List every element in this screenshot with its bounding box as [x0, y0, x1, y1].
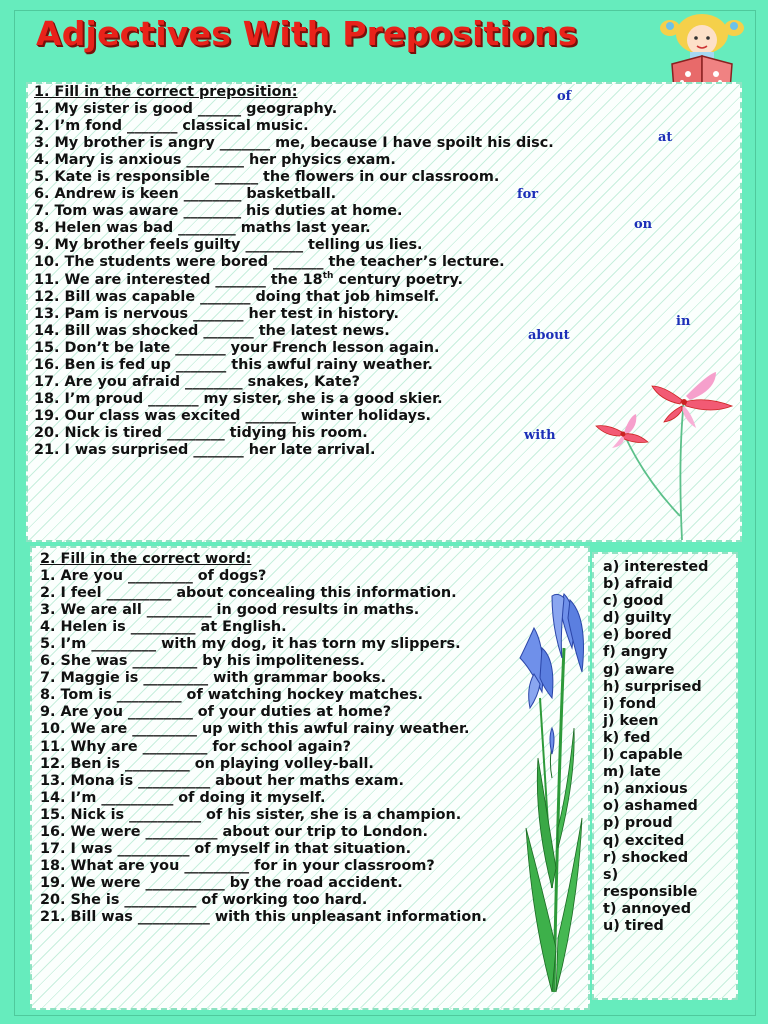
page-title: Adjectives With Prepositions [36, 14, 578, 53]
list-item: responsible [603, 883, 698, 900]
list-item: 18. I’m proud _______ my sister, she is a good skier. [34, 390, 443, 407]
list-item: 18. What are you _________ for in your classroom? [40, 857, 435, 874]
exercise-1-list [34, 84, 554, 459]
list-item: 13. Pam is nervous _______ her test in history. [34, 305, 399, 322]
list-item: 17. I was __________ of myself in that situation. [40, 840, 412, 857]
list-item: o) ashamed [603, 798, 698, 815]
list-item: c) good [603, 593, 664, 610]
list-item: t) annoyed [603, 900, 691, 917]
list-item: k) fed [603, 729, 651, 746]
list-item: 21. I was surprised _______ her late arrival. [34, 441, 376, 458]
list-item: 12. Ben is _________ on playing volley-ball. [40, 755, 374, 772]
list-item: 15. Nick is __________ of his sister, she is a champion. [40, 806, 462, 823]
list-item: d) guilty [603, 610, 672, 627]
exercise-2-heading: 2. Fill in the correct word: [40, 551, 252, 567]
list-item: 1. Are you _________ of dogs? [40, 568, 267, 585]
list-item: q) excited [603, 832, 685, 849]
list-item: a) interested [603, 559, 709, 575]
list-item: 10. We are _________ up with this awful rainy weather. [40, 721, 470, 738]
list-item: j) keen [603, 712, 659, 729]
preposition-with: with [524, 428, 556, 443]
list-item: u) tired [603, 917, 664, 934]
list-item: 3. We are all _________ in good results in maths. [40, 602, 420, 619]
list-item: 10. The students were bored _______ the teacher’s lecture. [34, 254, 505, 271]
list-item: s) [603, 866, 619, 883]
list-item: m) late [603, 764, 661, 781]
list-item: 6. She was _________ by his impoliteness. [40, 653, 365, 670]
preposition-on: on [634, 217, 653, 232]
list-item: 21. Bill was __________ with this unpleasant information. [40, 908, 487, 925]
word-bank-list [603, 559, 708, 935]
list-item: 4. Helen is _________ at English. [40, 619, 287, 636]
list-item: 15. Don’t be late _______ your French lesson again. [34, 339, 440, 356]
list-item: 8. Helen was bad ________ maths last year. [34, 220, 371, 237]
list-item: e) bored [603, 627, 672, 644]
list-item: 20. Nick is tired ________ tidying his room. [34, 424, 368, 441]
list-item: b) afraid [603, 576, 673, 593]
list-item: 19. We were ___________ by the road accident. [40, 874, 403, 891]
blue-iris-flower-icon [512, 588, 592, 996]
list-item: 16. Ben is fed up _______ this awful rainy weather. [34, 356, 433, 373]
list-item: i) fond [603, 695, 657, 712]
preposition-in: in [676, 314, 691, 329]
exercise-2-list [40, 551, 487, 926]
preposition-about: about [528, 328, 570, 343]
preposition-of: of [557, 89, 572, 104]
exercise-1-heading: 1. Fill in the correct preposition: [34, 84, 298, 100]
list-item: 8. Tom is _________ of watching hockey matches. [40, 687, 424, 704]
list-item: 19. Our class was excited _______ winter holidays. [34, 407, 432, 424]
list-item: f) angry [603, 644, 668, 661]
list-item: 6. Andrew is keen ________ basketball. [34, 186, 337, 203]
list-item: 9. Are you _________ of your duties at home? [40, 704, 392, 721]
list-item: 3. My brother is angry _______ me, because I have spoilt his disc. [34, 135, 554, 152]
list-item: 11. Why are _________ for school again? [40, 738, 351, 755]
list-item: 20. She is __________ of working too hard. [40, 891, 368, 908]
list-item: h) surprised [603, 678, 702, 695]
list-item: p) proud [603, 815, 673, 832]
list-item: 5. I’m _________ with my dog, it has torn my slippers. [40, 636, 461, 653]
list-item: 2. I’m fond _______ classical music. [34, 118, 309, 135]
list-item: 13. Mona is __________ about her maths exam. [40, 772, 404, 789]
list-item: 7. Maggie is _________ with grammar books. [40, 670, 387, 687]
list-item: 7. Tom was aware ________ his duties at home. [34, 203, 403, 220]
list-item: 14. Bill was shocked _______ the latest news. [34, 322, 390, 339]
preposition-for: for [517, 187, 539, 202]
pink-flower-icon [586, 366, 738, 542]
list-item: l) capable [603, 747, 683, 764]
preposition-at: at [658, 130, 673, 145]
list-item: 2. I feel _________ about concealing this information. [40, 585, 457, 602]
list-item: g) aware [603, 661, 675, 678]
list-item: 9. My brother feels guilty ________ telling us lies. [34, 237, 423, 254]
list-item: r) shocked [603, 849, 689, 866]
list-item: 17. Are you afraid ________ snakes, Kate? [34, 373, 360, 390]
list-item: 5. Kate is responsible ______ the flowers in our classroom. [34, 169, 500, 186]
list-item: 16. We were __________ about our trip to London. [40, 823, 428, 840]
list-item: 4. Mary is anxious ________ her physics exam. [34, 152, 396, 169]
list-item: 1. My sister is good ______ geography. [34, 101, 338, 118]
list-item: 12. Bill was capable _______ doing that job himself. [34, 288, 440, 305]
list-item: 14. I’m __________ of doing it myself. [40, 789, 326, 806]
list-item: n) anxious [603, 781, 688, 798]
list-item: 11. We are interested _______ the 18th century poetry. [34, 270, 464, 288]
